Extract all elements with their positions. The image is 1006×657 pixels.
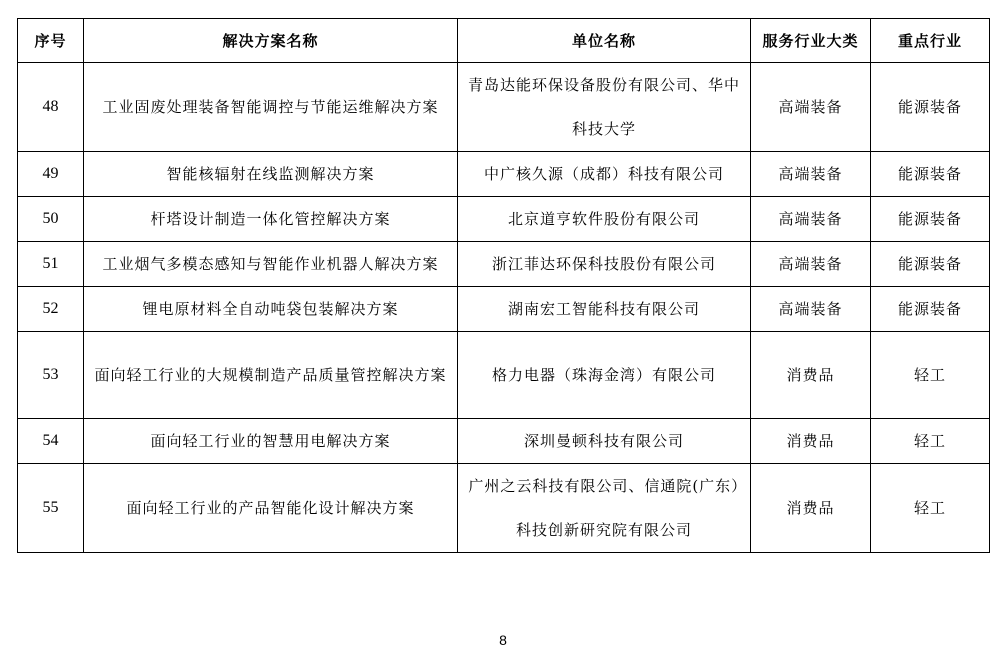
table-row [18,464,990,553]
row-service-category: 消费品 [751,464,871,553]
row-unit-name: 湖南宏工智能科技有限公司 [458,287,751,332]
header-solution-name: 解决方案名称 [84,19,458,63]
row-solution-name: 面向轻工行业的智慧用电解决方案 [84,419,458,464]
row-index: 48 [18,63,84,152]
row-index: 49 [18,152,84,197]
row-unit-name: 广州之云科技有限公司、信通院(广东）科技创新研究院有限公司 [458,464,751,553]
row-index: 50 [18,197,84,242]
row-solution-name: 面向轻工行业的产品智能化设计解决方案 [84,464,458,553]
row-index: 54 [18,419,84,464]
row-unit-name: 中广核久源（成都）科技有限公司 [458,152,751,197]
table-row [18,287,990,332]
row-index: 51 [18,242,84,287]
header-service-category: 服务行业大类 [751,19,871,63]
page-number: 8 [499,632,507,648]
row-service-category: 高端装备 [751,63,871,152]
row-key-industry: 能源装备 [871,242,990,287]
table-row [18,197,990,242]
row-solution-name: 锂电原材料全自动吨袋包装解决方案 [84,287,458,332]
row-service-category: 高端装备 [751,197,871,242]
table-row [18,242,990,287]
row-service-category: 高端装备 [751,152,871,197]
row-key-industry: 能源装备 [871,152,990,197]
row-key-industry: 轻工 [871,332,990,419]
table-row [18,152,990,197]
row-solution-name: 智能核辐射在线监测解决方案 [84,152,458,197]
row-unit-name: 北京道亨软件股份有限公司 [458,197,751,242]
header-index: 序号 [18,19,84,63]
header-row [18,19,990,63]
table-row [18,419,990,464]
row-solution-name: 杆塔设计制造一体化管控解决方案 [84,197,458,242]
row-service-category: 消费品 [751,419,871,464]
row-key-industry: 能源装备 [871,197,990,242]
row-service-category: 消费品 [751,332,871,419]
row-service-category: 高端装备 [751,242,871,287]
row-unit-name: 格力电器（珠海金湾）有限公司 [458,332,751,419]
row-index: 55 [18,464,84,553]
row-key-industry: 能源装备 [871,287,990,332]
row-solution-name: 工业烟气多模态感知与智能作业机器人解决方案 [84,242,458,287]
row-unit-name: 浙江菲达环保科技股份有限公司 [458,242,751,287]
table-row [18,63,990,152]
solutions-table [17,18,990,553]
row-solution-name: 工业固废处理装备智能调控与节能运维解决方案 [84,63,458,152]
row-solution-name: 面向轻工行业的大规模制造产品质量管控解决方案 [84,332,458,419]
row-unit-name: 深圳曼顿科技有限公司 [458,419,751,464]
row-key-industry: 轻工 [871,464,990,553]
row-key-industry: 能源装备 [871,63,990,152]
table-row [18,332,990,419]
header-unit-name: 单位名称 [458,19,751,63]
row-key-industry: 轻工 [871,419,990,464]
header-key-industry: 重点行业 [871,19,990,63]
row-service-category: 高端装备 [751,287,871,332]
row-index: 53 [18,332,84,419]
row-index: 52 [18,287,84,332]
row-unit-name: 青岛达能环保设备股份有限公司、华中科技大学 [458,63,751,152]
